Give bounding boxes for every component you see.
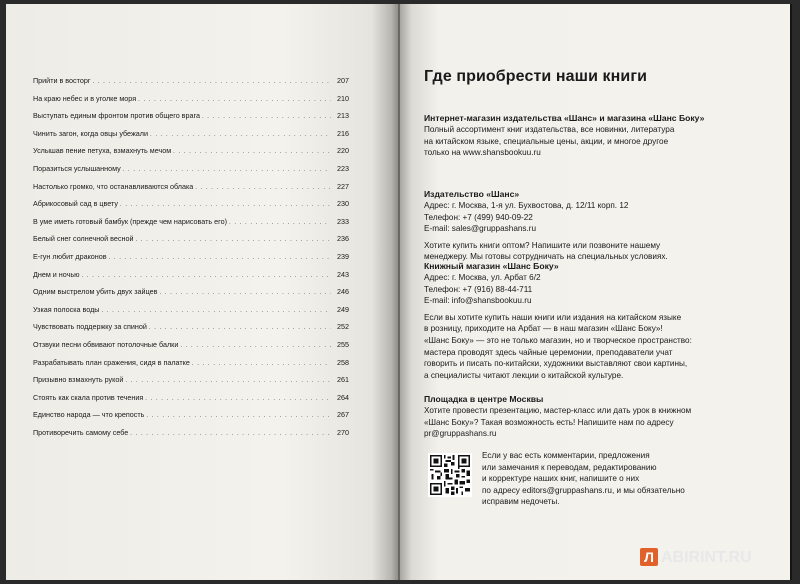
toc-row bbox=[33, 266, 349, 284]
bookstore-text: «Шанс Боку» — это не только магазин, но и творческое пространство: bbox=[424, 335, 692, 345]
toc-row bbox=[33, 72, 349, 90]
feedback-section bbox=[482, 450, 752, 508]
watermark-logo bbox=[640, 548, 752, 567]
toc-entry-page: 261 bbox=[337, 375, 349, 385]
toc-entry-title: Призывно взмахнуть рукой bbox=[33, 375, 124, 385]
toc-entry-title: Выступать единым фронтом против общего врага bbox=[33, 111, 200, 121]
toc-entry-page: 230 bbox=[337, 199, 349, 209]
publisher-section bbox=[424, 188, 724, 263]
toc-entry-page: 267 bbox=[337, 410, 349, 420]
toc-leader-dots bbox=[130, 424, 331, 444]
toc-row bbox=[33, 371, 349, 389]
toc-row bbox=[33, 301, 349, 319]
table-of-contents bbox=[33, 72, 349, 441]
toc-row bbox=[33, 142, 349, 160]
bookstore-email: E-mail: info@shansbookuu.ru bbox=[424, 296, 532, 306]
toc-row bbox=[33, 125, 349, 143]
toc-row bbox=[33, 178, 349, 196]
left-page bbox=[6, 4, 399, 580]
bookstore-text: а специалисты читают лекции о китайской культуре. bbox=[424, 370, 624, 380]
toc-entry-page: 258 bbox=[337, 357, 349, 367]
toc-entry-title: Прийти в восторг bbox=[33, 76, 91, 85]
toc-entry-page: 233 bbox=[337, 216, 349, 226]
toc-entry-title: Одним выстрелом убить двух зайцев bbox=[33, 287, 158, 297]
publisher-heading: Издательство «Шанс» bbox=[424, 189, 520, 199]
toc-entry-title: Узкая полоска воды bbox=[33, 304, 100, 314]
toc-entry-title: Стоять как скала против течения bbox=[33, 392, 144, 402]
toc-entry-page: 236 bbox=[337, 234, 349, 244]
toc-row bbox=[33, 107, 349, 125]
toc-entry-page: 243 bbox=[337, 269, 349, 279]
bookstore-heading: Книжный магазин «Шанс Боку» bbox=[424, 261, 559, 271]
toc-entry-title: Абрикосовый сад в цвету bbox=[33, 199, 118, 209]
toc-entry-page: 252 bbox=[337, 322, 349, 332]
toc-entry-title: Е-гун любит драконов bbox=[33, 251, 107, 261]
online-shop-section bbox=[424, 112, 724, 159]
toc-entry-page: 213 bbox=[337, 111, 349, 121]
venue-text: Хотите провести презентацию, мастер-класс или дать урок в книжном bbox=[424, 406, 692, 415]
publisher-phone: Телефон: +7 (499) 940-09-22 bbox=[424, 212, 533, 222]
online-shop-line: только на www.shansbookuu.ru bbox=[424, 148, 541, 158]
publisher-wholesale: Хотите купить книги оптом? Напишите или позвоните нашему bbox=[424, 240, 661, 250]
right-page bbox=[400, 4, 790, 580]
toc-entry-title: Единство народа — что крепость bbox=[33, 410, 145, 420]
toc-entry-page: 210 bbox=[337, 93, 349, 103]
labirint-logo-icon: Л bbox=[640, 548, 658, 566]
toc-row bbox=[33, 248, 349, 266]
toc-entry-title: Отзвуки песни обвивают потолочные балки bbox=[33, 339, 179, 349]
toc-row bbox=[33, 90, 349, 108]
venue-section bbox=[424, 393, 724, 440]
toc-row bbox=[33, 230, 349, 248]
toc-row bbox=[33, 318, 349, 336]
toc-entry-title: Днем и ночью bbox=[33, 269, 80, 279]
bookstore-address: Адрес: г. Москва, ул. Арбат 6/2 bbox=[424, 273, 541, 282]
book-spread bbox=[6, 4, 792, 580]
toc-entry-title: В уме иметь готовый бамбук (прежде чем нарисовать его) bbox=[33, 216, 227, 226]
toc-entry-title: Настолько громко, что останавливаются облака bbox=[33, 181, 194, 191]
qr-code-icon bbox=[428, 453, 472, 497]
toc-entry-page: 239 bbox=[337, 251, 349, 261]
feedback-text: Если у вас есть комментарии, предложения bbox=[482, 451, 650, 460]
page-title: Где приобрести наши книги bbox=[424, 68, 648, 85]
toc-entry-page: 270 bbox=[337, 427, 349, 437]
toc-entry-page: 207 bbox=[337, 76, 349, 85]
toc-entry-title: Противоречить самому себе bbox=[33, 427, 129, 437]
online-shop-line: Полный ассортимент книг издательства, все новинки, литература bbox=[424, 125, 675, 134]
toc-entry-page: 264 bbox=[337, 392, 349, 402]
publisher-email: E-mail: sales@gruppashans.ru bbox=[424, 224, 537, 234]
toc-entry-page: 255 bbox=[337, 339, 349, 349]
toc-entry-page: 223 bbox=[337, 163, 349, 173]
venue-email: pr@gruppashans.ru bbox=[424, 429, 497, 439]
toc-entry-page: 246 bbox=[337, 287, 349, 297]
bookstore-phone: Телефон: +7 (916) 88-44-711 bbox=[424, 284, 533, 294]
toc-row bbox=[33, 389, 349, 407]
toc-row bbox=[33, 213, 349, 231]
toc-entry-page: 227 bbox=[337, 181, 349, 191]
toc-entry-title: Поразиться услышанному bbox=[33, 163, 121, 173]
toc-entry-title: Услышав пение петуха, взмахнуть мечом bbox=[33, 146, 172, 156]
feedback-text: исправим недочеты. bbox=[482, 497, 560, 507]
toc-row bbox=[33, 424, 349, 442]
feedback-text: и корректуре наших книг, напишите о них bbox=[482, 474, 640, 484]
publisher-wholesale: менеджеру. Мы готовы сотрудничать на специальных условиях. bbox=[424, 252, 668, 262]
publisher-address: Адрес: г. Москва, 1-я ул. Бухвостова, д. 12/11 корп. 12 bbox=[424, 201, 629, 210]
toc-entry-title: Белый снег солнечной весной bbox=[33, 234, 134, 244]
toc-row bbox=[33, 195, 349, 213]
toc-entry-title: На краю небес и в уголке моря bbox=[33, 93, 137, 103]
toc-entry-title: Разрабатывать план сражения, сидя в палатке bbox=[33, 357, 190, 367]
toc-entry-page: 249 bbox=[337, 304, 349, 314]
toc-entry-page: 216 bbox=[337, 128, 349, 138]
feedback-text: по адресу editors@gruppashans.ru, и мы обязательно bbox=[482, 485, 685, 495]
toc-row bbox=[33, 354, 349, 372]
watermark-text: ABIRINT.RU bbox=[661, 549, 752, 566]
bookstore-text: говорить и писать по-китайски, художники выставляют свои картины, bbox=[424, 359, 688, 369]
toc-entry-title: Чувствовать поддержку за спиной bbox=[33, 322, 147, 332]
bookstore-section bbox=[424, 260, 724, 381]
toc-entry-page: 220 bbox=[337, 146, 349, 156]
toc-row bbox=[33, 406, 349, 424]
bookstore-text: Если вы хотите купить наши книги или издания на китайском языке bbox=[424, 312, 682, 322]
feedback-text: или замечания к переводам, редактированию bbox=[482, 462, 657, 472]
bookstore-text: в розницу, приходите на Арбат — в наш магазин «Шанс Боку»! bbox=[424, 324, 663, 334]
bookstore-text: мастера проводят здесь чайные церемонии, преподаватели учат bbox=[424, 347, 673, 357]
toc-entry-title: Чинить загон, когда овцы убежали bbox=[33, 128, 148, 138]
online-shop-line: на китайском языке, специальные цены, акции, и многое другое bbox=[424, 136, 669, 146]
venue-heading: Площадка в центре Москвы bbox=[424, 394, 544, 404]
toc-row bbox=[33, 336, 349, 354]
online-shop-heading: Интернет-магазин издательства «Шанс» и магазина «Шанс Боку» bbox=[424, 113, 705, 123]
toc-row bbox=[33, 160, 349, 178]
toc-row bbox=[33, 283, 349, 301]
venue-text: «Шанс Боку»? Такая возможность есть! Напишите нам по адресу bbox=[424, 417, 674, 427]
